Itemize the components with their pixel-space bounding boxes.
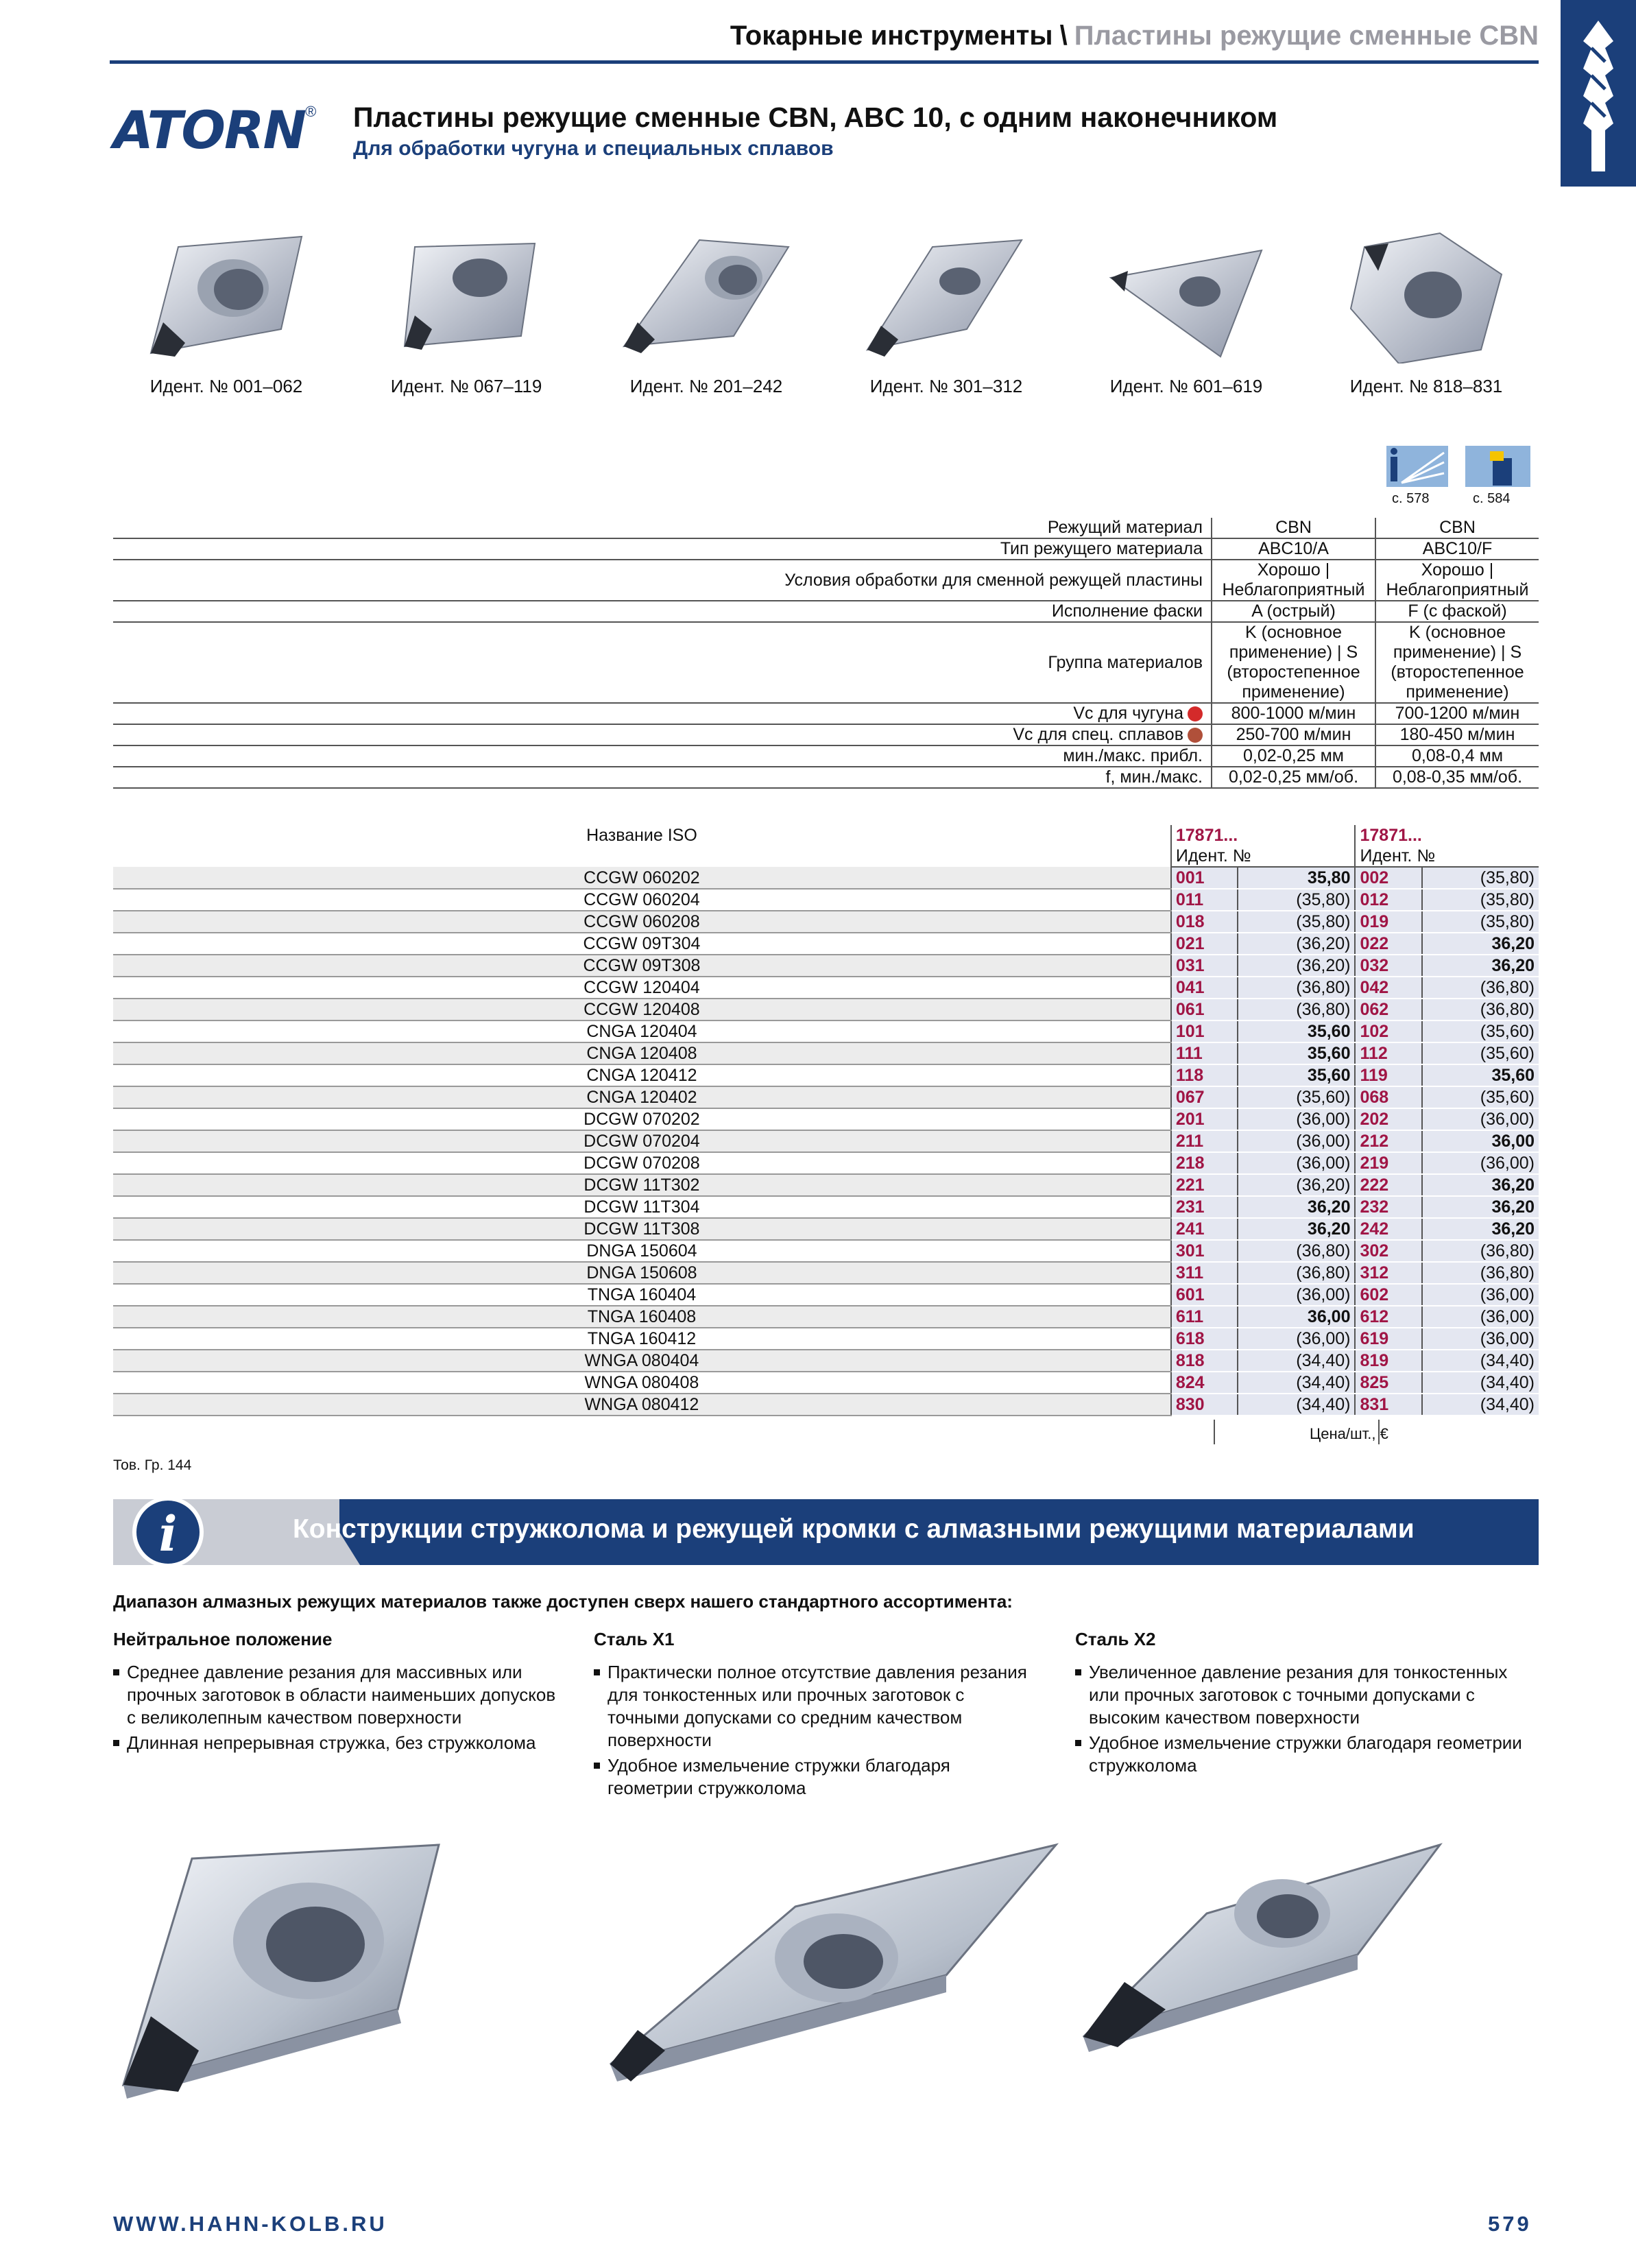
insert-dnga-image <box>857 226 1035 363</box>
price-a: (36,20) <box>1238 933 1356 955</box>
price-a: 36,20 <box>1238 1218 1356 1240</box>
ident-a: 101 <box>1171 1020 1238 1042</box>
ident-b: 222 <box>1355 1174 1421 1196</box>
table-row <box>113 1394 1539 1416</box>
table-row <box>113 911 1539 933</box>
ident-a: 118 <box>1171 1064 1238 1086</box>
spec-value-a: 800-1000 м/мин <box>1212 703 1375 724</box>
price-a: (36,00) <box>1238 1108 1356 1130</box>
ident-b: 012 <box>1355 889 1421 911</box>
column-title: Сталь X1 <box>594 1629 675 1649</box>
product-caption: Идент. № 001–062 <box>149 376 303 396</box>
spec-row <box>113 538 1539 560</box>
price-a: 35,60 <box>1238 1020 1356 1042</box>
table-row <box>113 1262 1539 1284</box>
iso-name: CCGW 120404 <box>113 977 1171 999</box>
spec-value-b: 0,08-0,4 мм <box>1375 745 1539 767</box>
price-b: (34,40) <box>1422 1350 1539 1372</box>
table-row <box>113 1086 1539 1108</box>
section-tab[interactable] <box>1561 0 1636 187</box>
iso-name: WNGA 080408 <box>113 1372 1171 1394</box>
insert-ccgw-image <box>137 226 315 363</box>
column-steel-x2 <box>1075 1629 1535 1780</box>
ident-b: 312 <box>1355 1262 1421 1284</box>
spec-value-b: 700-1200 м/мин <box>1375 703 1539 724</box>
table-row <box>113 867 1539 889</box>
spec-label: мин./макс. прибл. <box>113 745 1212 767</box>
price-b: (36,80) <box>1422 977 1539 999</box>
price-b: 36,20 <box>1422 933 1539 955</box>
price-a: 36,20 <box>1238 1196 1356 1218</box>
price-b: (34,40) <box>1422 1372 1539 1394</box>
price-b: (35,80) <box>1422 889 1539 911</box>
ident-a: 231 <box>1171 1196 1238 1218</box>
spec-label: Группа материалов <box>113 622 1212 703</box>
product-thumb-3[interactable] <box>593 226 819 397</box>
spec-row <box>113 745 1539 767</box>
price-b: 35,60 <box>1422 1064 1539 1086</box>
iso-header: Название ISO <box>113 825 1171 867</box>
list-item: Удобное измельчение стружки благодаря геометрии стружколома <box>608 1754 1033 1800</box>
spec-value-a: ABC10/A <box>1212 538 1375 560</box>
spec-value-a: 0,02-0,25 мм <box>1212 745 1375 767</box>
ident-a: 011 <box>1171 889 1238 911</box>
insert-cnga-image <box>377 226 555 363</box>
table-row <box>113 1020 1539 1042</box>
product-caption: Идент. № 818–831 <box>1349 376 1503 396</box>
breadcrumb <box>730 21 1539 51</box>
table-row <box>113 1372 1539 1394</box>
table-row <box>113 1064 1539 1086</box>
spec-row <box>113 767 1539 788</box>
ident-b: 112 <box>1355 1042 1421 1064</box>
price-b: (36,80) <box>1422 1262 1539 1284</box>
spec-label: Условия обработки для сменной режущей пластины <box>113 560 1212 601</box>
price-a: 36,00 <box>1238 1306 1356 1328</box>
table-row <box>113 977 1539 999</box>
ident-a: 221 <box>1171 1174 1238 1196</box>
spec-label: Vc для спец. сплавов <box>1013 725 1183 744</box>
page-header <box>110 21 1539 62</box>
price-a: (36,20) <box>1238 955 1356 977</box>
iso-name: CCGW 060208 <box>113 911 1171 933</box>
iso-name: TNGA 160404 <box>113 1284 1171 1306</box>
table-row <box>113 933 1539 955</box>
column-steel-x1 <box>594 1629 1033 1802</box>
spec-value-b: 0,08-0,35 мм/об. <box>1375 767 1539 788</box>
spec-label: Режущий материал <box>113 518 1212 538</box>
ident-a: 067 <box>1171 1086 1238 1108</box>
column-title: Нейтральное положение <box>113 1629 333 1649</box>
ident-a: 021 <box>1171 933 1238 955</box>
price-unit-label: Цена/шт., € <box>1310 1425 1388 1442</box>
table-header-row <box>113 825 1539 846</box>
page-number: 579 <box>1488 2212 1532 2236</box>
iso-name: CCGW 060202 <box>113 867 1171 889</box>
list-item: Удобное измельчение стружки благодаря геометрии стружколома <box>1089 1732 1535 1777</box>
ident-b: 068 <box>1355 1086 1421 1108</box>
spec-row <box>113 724 1539 745</box>
ident-b: 212 <box>1355 1130 1421 1152</box>
spec-value-a: 0,02-0,25 мм/об. <box>1212 767 1375 788</box>
table-row <box>113 955 1539 977</box>
product-thumb-4[interactable] <box>833 226 1059 397</box>
iso-name: CCGW 09T304 <box>113 933 1171 955</box>
footer-url[interactable]: WWW.HAHN-KOLB.RU <box>113 2212 387 2236</box>
iso-name: CCGW 120408 <box>113 999 1171 1020</box>
info-banner <box>113 1499 1539 1565</box>
price-b: (34,40) <box>1422 1394 1539 1416</box>
price-a: (36,80) <box>1238 1240 1356 1262</box>
price-a: 35,60 <box>1238 1042 1356 1064</box>
spec-row <box>113 622 1539 703</box>
product-caption: Идент. № 067–119 <box>390 376 542 396</box>
price-b: 36,20 <box>1422 955 1539 977</box>
id-label-b: Идент. № <box>1355 846 1539 867</box>
ident-a: 211 <box>1171 1130 1238 1152</box>
spec-value-b: K (основное применение) | S (второстепенное применение) <box>1375 622 1539 703</box>
spec-value-a: CBN <box>1212 518 1375 538</box>
iso-name: CNGA 120412 <box>113 1064 1171 1086</box>
iso-name: DCGW 11T304 <box>113 1196 1171 1218</box>
ident-b: 042 <box>1355 977 1421 999</box>
ident-b: 602 <box>1355 1284 1421 1306</box>
price-a: (36,80) <box>1238 999 1356 1020</box>
spec-row <box>113 518 1539 538</box>
list-item: Увеличенное давление резания для тонкостенных или прочных заготовок с точными допусками с высоким качеством поверхности <box>1089 1661 1535 1729</box>
ident-a: 830 <box>1171 1394 1238 1416</box>
table-row <box>113 1218 1539 1240</box>
ident-a: 201 <box>1171 1108 1238 1130</box>
ident-a: 601 <box>1171 1284 1238 1306</box>
ident-a: 241 <box>1171 1218 1238 1240</box>
iso-name: DCGW 11T308 <box>113 1218 1171 1240</box>
table-row <box>113 1152 1539 1174</box>
ident-b: 242 <box>1355 1218 1421 1240</box>
ident-b: 612 <box>1355 1306 1421 1328</box>
price-a: (36,00) <box>1238 1328 1356 1350</box>
ident-a: 611 <box>1171 1306 1238 1328</box>
iso-name: CNGA 120402 <box>113 1086 1171 1108</box>
ident-b: 119 <box>1355 1064 1421 1086</box>
spec-value-a: Хорошо | Неблагоприятный <box>1212 560 1375 601</box>
table-row <box>113 1196 1539 1218</box>
spec-value-b: F (с фаской) <box>1375 601 1539 622</box>
intro-text: Диапазон алмазных режущих материалов также доступен сверх нашего стандартного ассортимента: <box>113 1591 1013 1612</box>
id-label-a: Идент. № <box>1171 846 1356 867</box>
product-thumb-1[interactable] <box>113 226 339 397</box>
list-item: Среднее давление резания для массивных или прочных заготовок в области наименьших допусков с великолепным качеством поверхности <box>127 1661 566 1729</box>
list-item: Практически полное отсутствие давления резания для тонкостенных или прочных заготовок с точными допусками со средним качеством поверхности <box>608 1661 1033 1752</box>
product-caption: Идент. № 201–242 <box>629 376 783 396</box>
table-row <box>113 1240 1539 1262</box>
brand-logo: ATORN® <box>113 99 317 160</box>
price-b: 36,20 <box>1422 1174 1539 1196</box>
column-neutral <box>113 1629 566 1757</box>
page-subtitle: Для обработки чугуна и специальных сплавов <box>353 137 834 160</box>
spec-label-wrap <box>113 724 1212 745</box>
ident-a: 031 <box>1171 955 1238 977</box>
spec-row <box>113 703 1539 724</box>
ident-b: 219 <box>1355 1152 1421 1174</box>
ident-b: 032 <box>1355 955 1421 977</box>
table-row <box>113 1042 1539 1064</box>
page-ref-578[interactable]: с. 578 <box>1392 491 1430 506</box>
insert-tnga-image <box>1097 226 1275 363</box>
ident-b: 819 <box>1355 1350 1421 1372</box>
list-item: Длинная непрерывная стружка, без стружколома <box>127 1732 566 1754</box>
breadcrumb-separator: \ <box>1059 21 1068 51</box>
price-b: (36,00) <box>1422 1284 1539 1306</box>
price-a: 35,80 <box>1238 867 1356 889</box>
spec-label-wrap <box>113 703 1212 724</box>
insert-dcgw-image <box>617 226 795 363</box>
ident-b: 102 <box>1355 1020 1421 1042</box>
info-graph-icon[interactable] <box>1386 446 1434 487</box>
code-a: 17871... <box>1171 825 1356 846</box>
spec-value-a: A (острый) <box>1212 601 1375 622</box>
ident-b: 302 <box>1355 1240 1421 1262</box>
column-title: Сталь X2 <box>1075 1629 1156 1649</box>
price-a: 35,60 <box>1238 1064 1356 1086</box>
price-b: (36,00) <box>1422 1328 1539 1350</box>
price-a: (35,80) <box>1238 911 1356 933</box>
special-alloy-dot-icon <box>1188 728 1203 743</box>
spec-value-a: K (основное применение) | S (второстепенное применение) <box>1212 622 1375 703</box>
ident-a: 001 <box>1171 867 1238 889</box>
ident-b: 019 <box>1355 911 1421 933</box>
table-row <box>113 1328 1539 1350</box>
insert-steel-x1-image <box>590 1838 1070 2092</box>
price-a: (35,60) <box>1238 1086 1356 1108</box>
info-icon: i <box>132 1496 204 1568</box>
ident-a: 311 <box>1171 1262 1238 1284</box>
page-ref-584[interactable]: с. 584 <box>1473 491 1511 506</box>
spec-label: f, мин./макс. <box>113 767 1212 788</box>
price-b: (36,80) <box>1422 1240 1539 1262</box>
ident-b: 002 <box>1355 867 1421 889</box>
banner-title: Конструкции стружколома и режущей кромки с алмазными режущими материалами <box>293 1514 1415 1544</box>
tool-holder-icon[interactable] <box>1465 446 1513 487</box>
product-thumb-6[interactable] <box>1313 226 1539 397</box>
price-b: (35,80) <box>1422 911 1539 933</box>
spec-label: Vc для чугуна <box>1073 704 1183 723</box>
ident-a: 018 <box>1171 911 1238 933</box>
spec-label: Тип режущего материала <box>113 538 1212 560</box>
product-caption: Идент. № 301–312 <box>869 376 1023 396</box>
code-b: 17871... <box>1355 825 1539 846</box>
iso-name: DNGA 150604 <box>113 1240 1171 1262</box>
table-row <box>113 1174 1539 1196</box>
price-b: (35,60) <box>1422 1086 1539 1108</box>
ident-a: 824 <box>1171 1372 1238 1394</box>
price-a: (34,40) <box>1238 1394 1356 1416</box>
ident-a: 041 <box>1171 977 1238 999</box>
header-rule <box>110 60 1539 64</box>
insert-steel-x2-image <box>1070 1838 1454 2071</box>
price-a: (35,80) <box>1238 889 1356 911</box>
price-b: (36,80) <box>1422 999 1539 1020</box>
iso-name: DCGW 070204 <box>113 1130 1171 1152</box>
ident-b: 232 <box>1355 1196 1421 1218</box>
product-caption: Идент. № 601–619 <box>1109 376 1263 396</box>
ident-a: 218 <box>1171 1152 1238 1174</box>
ident-a: 301 <box>1171 1240 1238 1262</box>
ident-b: 022 <box>1355 933 1421 955</box>
insert-wnga-image <box>1337 226 1515 363</box>
table-row <box>113 1350 1539 1372</box>
price-a: (36,80) <box>1238 1262 1356 1284</box>
price-a: (36,80) <box>1238 977 1356 999</box>
spec-value-b: Хорошо | Неблагоприятный <box>1375 560 1539 601</box>
page-title: Пластины режущие сменные CBN, ABC 10, с одним наконечником <box>353 102 1278 133</box>
iso-name: CCGW 060204 <box>113 889 1171 911</box>
iso-name: CNGA 120408 <box>113 1042 1171 1064</box>
insert-neutral-image <box>110 1831 453 2099</box>
table-row <box>113 999 1539 1020</box>
price-b: (35,80) <box>1422 867 1539 889</box>
ident-b: 831 <box>1355 1394 1421 1416</box>
iso-name: WNGA 080412 <box>113 1394 1171 1416</box>
iso-name: DCGW 11T302 <box>113 1174 1171 1196</box>
iso-name: DCGW 070202 <box>113 1108 1171 1130</box>
spec-value-b: 180-450 м/мин <box>1375 724 1539 745</box>
product-group-label: Тов. Гр. 144 <box>113 1457 192 1473</box>
cast-iron-dot-icon <box>1188 706 1203 721</box>
table-row <box>113 889 1539 911</box>
spec-value-b: CBN <box>1375 518 1539 538</box>
iso-name: WNGA 080404 <box>113 1350 1171 1372</box>
breadcrumb-subcategory[interactable]: Пластины режущие сменные CBN <box>1074 21 1539 51</box>
product-thumb-2[interactable] <box>353 226 579 397</box>
iso-name: DCGW 070208 <box>113 1152 1171 1174</box>
price-b: (36,00) <box>1422 1108 1539 1130</box>
iso-name: TNGA 160412 <box>113 1328 1171 1350</box>
spec-value-a: 250-700 м/мин <box>1212 724 1375 745</box>
column-divider <box>1214 1420 1215 1444</box>
ident-a: 818 <box>1171 1350 1238 1372</box>
iso-name: TNGA 160408 <box>113 1306 1171 1328</box>
breadcrumb-category[interactable]: Токарные инструменты <box>730 21 1053 51</box>
iso-name: CNGA 120404 <box>113 1020 1171 1042</box>
spec-label: Исполнение фаски <box>113 601 1212 622</box>
price-b: (35,60) <box>1422 1042 1539 1064</box>
price-b: (36,00) <box>1422 1306 1539 1328</box>
ident-a: 061 <box>1171 999 1238 1020</box>
iso-name: DNGA 150608 <box>113 1262 1171 1284</box>
price-a: (36,00) <box>1238 1284 1356 1306</box>
ident-b: 619 <box>1355 1328 1421 1350</box>
price-a: (34,40) <box>1238 1350 1356 1372</box>
table-row <box>113 1306 1539 1328</box>
price-b: 36,00 <box>1422 1130 1539 1152</box>
ident-b: 825 <box>1355 1372 1421 1394</box>
spec-row <box>113 560 1539 601</box>
price-b: 36,20 <box>1422 1196 1539 1218</box>
drill-icon <box>1578 21 1619 171</box>
ident-a: 618 <box>1171 1328 1238 1350</box>
spec-row <box>113 601 1539 622</box>
table-row <box>113 1108 1539 1130</box>
price-a: (36,00) <box>1238 1152 1356 1174</box>
price-a: (34,40) <box>1238 1372 1356 1394</box>
ident-b: 062 <box>1355 999 1421 1020</box>
table-row <box>113 1130 1539 1152</box>
spec-table <box>113 518 1539 789</box>
price-table <box>113 825 1539 1416</box>
price-b: (35,60) <box>1422 1020 1539 1042</box>
price-a: (36,20) <box>1238 1174 1356 1196</box>
product-thumb-5[interactable] <box>1073 226 1299 397</box>
ident-b: 202 <box>1355 1108 1421 1130</box>
price-a: (36,00) <box>1238 1130 1356 1152</box>
ident-a: 111 <box>1171 1042 1238 1064</box>
iso-name: CCGW 09T308 <box>113 955 1171 977</box>
spec-value-b: ABC10/F <box>1375 538 1539 560</box>
price-b: (36,00) <box>1422 1152 1539 1174</box>
price-b: 36,20 <box>1422 1218 1539 1240</box>
table-row <box>113 1284 1539 1306</box>
